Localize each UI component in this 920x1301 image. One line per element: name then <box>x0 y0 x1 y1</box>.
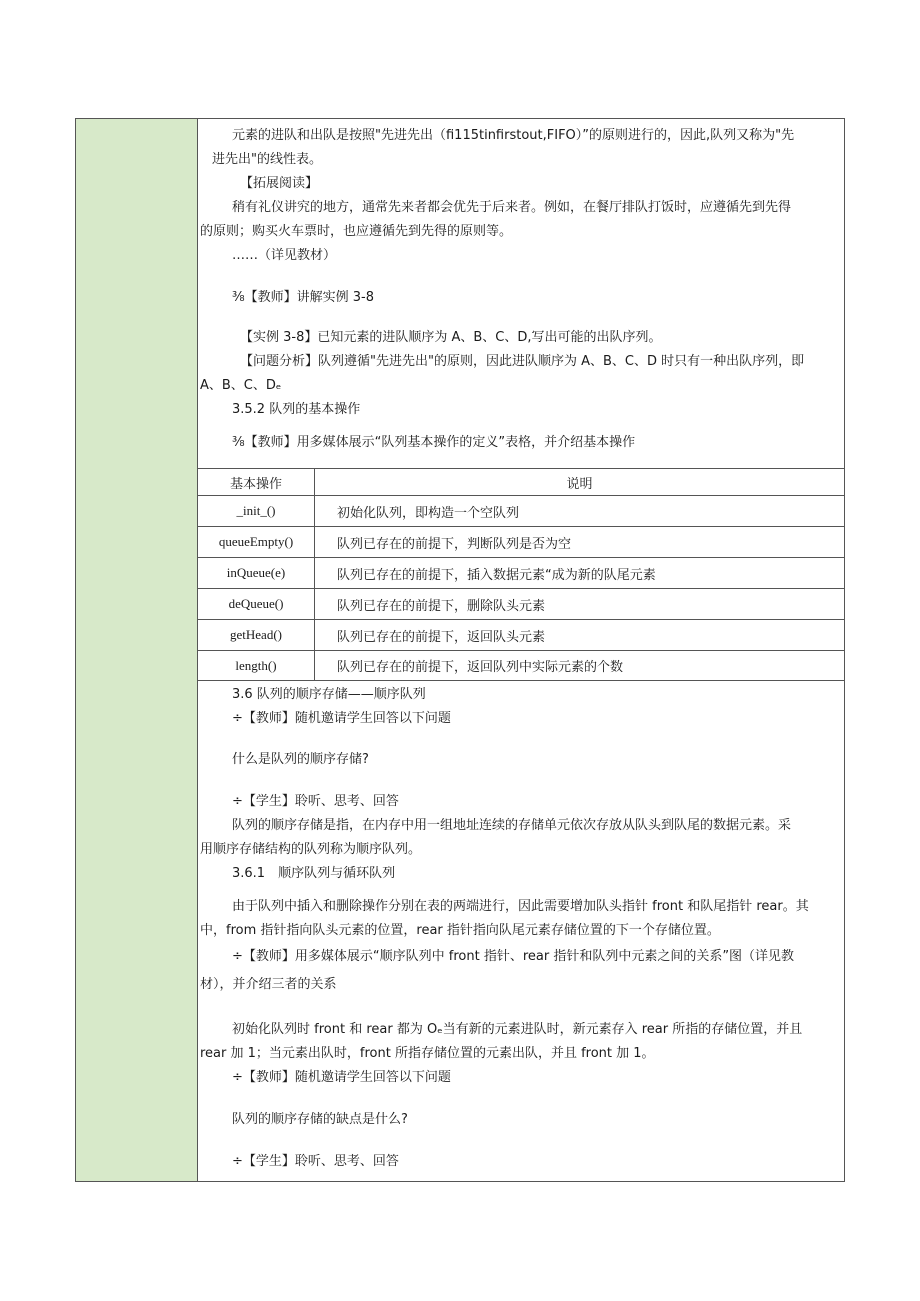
lesson-content-cell <box>198 119 844 1181</box>
left-label-column <box>76 119 198 1181</box>
extended-reading-more: ……（详见教材） <box>232 248 337 263</box>
lesson-table <box>75 118 845 1182</box>
ops-header-operation: 基本操作 <box>198 469 315 495</box>
student-respond1: ÷【学生】聆听、思考、回答 <box>232 794 399 809</box>
extended-reading-line1: 稍有礼仪讲究的地方，通常先来者都会优先于后来者。例如，在餐厅排队打饭时，应遵循先到先得 <box>232 200 792 215</box>
example-3-8: 【实例 3-8】已知元素的进队顺序为 A、B、C、D,写出可能的出队序列。 <box>240 330 662 345</box>
student-respond2: ÷【学生】聆听、思考、回答 <box>232 1154 399 1169</box>
teacher-show-diagram-line2: 材），并介绍三者的关系 <box>200 977 337 992</box>
definition-line2: 用顺序存储结构的队列称为顺序队列。 <box>200 842 422 857</box>
teacher-ask-question2: ÷【教师】随机邀请学生回答以下问题 <box>232 1070 451 1085</box>
ops-cell-operation: inQueue(e) <box>198 558 315 588</box>
teacher-show-diagram-line1: ÷【教师】用多媒体展示“顺序队列中 front 指针、rear 指针和队列中元素之间的关系”图（详见教 <box>232 949 795 964</box>
ops-cell-operation: deQueue() <box>198 589 315 619</box>
extended-reading-title: 【拓展阅读】 <box>240 176 319 191</box>
ops-cell-description: 初始化队列，即构造一个空队列 <box>337 505 520 521</box>
ops-table-header <box>198 468 844 495</box>
ops-cell-description: 队列已存在的前提下，判断队列是否为空 <box>337 536 572 552</box>
ops-cell-operation: getHead() <box>198 620 315 650</box>
problem-analysis-line2: A、B、C、Dₑ <box>200 378 282 393</box>
section-3-5-2-heading: 3.5.2 队列的基本操作 <box>232 402 361 417</box>
teacher-explain-example: ⅜【教师】讲解实例 3-8 <box>232 290 374 305</box>
problem-analysis-line1: 【问题分析】队列遵循"先进先出"的原则，因此进队顺序为 A、B、C、D 时只有一种出队序列，即 <box>240 354 805 369</box>
paragraph-fifo-line1: 元素的进队和出队是按照"先进先出（fi115tinfirstout,FIFO）”的原则进行的，因此,队列又称为"先 <box>232 128 795 143</box>
section-3-6-heading: 3.6 队列的顺序存储——顺序队列 <box>232 687 426 702</box>
table-row <box>198 526 844 557</box>
ops-cell-operation: length() <box>198 651 315 680</box>
ops-cell-operation: queueEmpty() <box>198 527 315 557</box>
ops-cell-description: 队列已存在的前提下，删除队头元素 <box>337 598 546 614</box>
extended-reading-line2: 的原则；购买火车票时，也应遵循先到先得的原则等。 <box>200 224 513 239</box>
table-row <box>198 557 844 588</box>
paragraph-fifo-line2: 进先出"的线性表。 <box>212 152 322 167</box>
teacher-ask-question1: ÷【教师】随机邀请学生回答以下问题 <box>232 711 451 726</box>
ops-cell-description: 队列已存在的前提下，返回队头元素 <box>337 629 546 645</box>
pointer-paragraph-line1: 由于队列中插入和删除操作分别在表的两端进行，因此需要增加队头指针 front 和队尾指针 rear。其 <box>232 899 809 914</box>
question-disadvantage: 队列的顺序存储的缺点是什么? <box>232 1112 408 1127</box>
table-row <box>198 495 844 526</box>
section-3-6-1-heading: 3.6.1 顺序队列与循环队列 <box>232 866 396 881</box>
table-row <box>198 619 844 650</box>
ops-cell-description: 队列已存在的前提下，插入数据元素“成为新的队尾元素 <box>337 567 656 583</box>
ops-cell-operation: _init_() <box>198 496 315 526</box>
queue-operations-table <box>198 468 844 681</box>
table-row <box>198 588 844 619</box>
table-row <box>198 650 844 681</box>
question-sequential-storage: 什么是队列的顺序存储? <box>232 752 369 767</box>
definition-line1: 队列的顺序存储是指，在内存中用一组地址连续的存储单元依次存放从队头到队尾的数据元素。采 <box>232 818 792 833</box>
pointer-paragraph-line2: 中，from 指针指向队头元素的位置，rear 指针指向队尾元素存储位置的下一个存储位置。 <box>200 923 720 938</box>
ops-cell-description: 队列已存在的前提下，返回队列中实际元素的个数 <box>337 660 624 675</box>
teacher-show-table: ⅜【教师】用多媒体展示“队列基本操作的定义”表格，并介绍基本操作 <box>232 435 636 450</box>
init-paragraph-line1: 初始化队列时 front 和 rear 都为 Oₑ当有新的元素进队时，新元素存入 rear 所指的存储位置，并且 <box>232 1022 803 1037</box>
init-paragraph-line2: rear 加 1；当元素出队时，front 所指存储位置的元素出队，并且 front 加 1。 <box>200 1046 655 1061</box>
ops-header-description: 说明 <box>566 476 593 492</box>
